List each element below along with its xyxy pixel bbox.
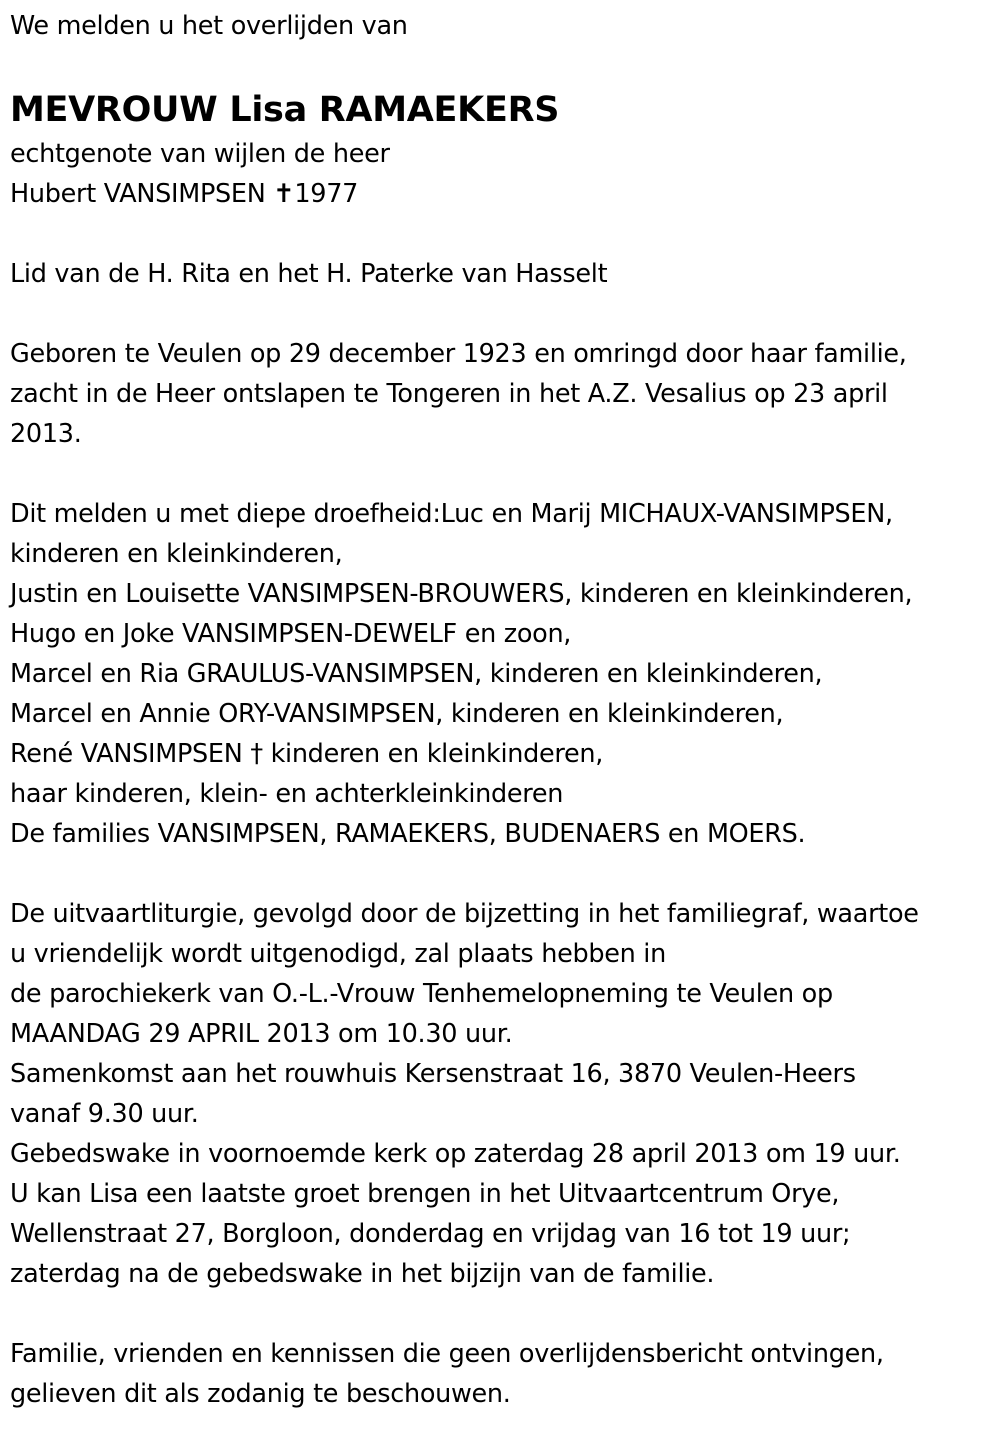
birth-death-line: 2013. <box>10 419 82 449</box>
closing-line: gelieven dit als zodanig te beschouwen. <box>10 1379 511 1409</box>
family-block <box>10 494 995 854</box>
birth-death-line: zacht in de Heer ontslapen te Tongeren in het A.Z. Vesalius op 23 april <box>10 379 888 409</box>
spouse-block <box>10 134 995 214</box>
funeral-line: vanaf 9.30 uur. <box>10 1099 199 1129</box>
funeral-line: Wellenstraat 27, Borgloon, donderdag en vrijdag van 16 tot 19 uur; <box>10 1219 851 1249</box>
funeral-line: U kan Lisa een laatste groet brengen in het Uitvaartcentrum Orye, <box>10 1179 840 1209</box>
family-line: Hugo en Joke VANSIMPSEN-DEWELF en zoon, <box>10 619 572 649</box>
funeral-line: zaterdag na de gebedswake in het bijzijn van de familie. <box>10 1259 715 1289</box>
spouse-line: echtgenote van wijlen de heer <box>10 139 390 169</box>
obituary-notice <box>10 0 995 1414</box>
intro-text: We melden u het overlijden van <box>10 11 408 41</box>
birth-death-block <box>10 334 995 454</box>
family-line: kinderen en kleinkinderen, <box>10 539 343 569</box>
membership-text: Lid van de H. Rita en het H. Paterke van Hasselt <box>10 259 608 289</box>
closing-line: Familie, vrienden en kennissen die geen overlijdensbericht ontvingen, <box>10 1339 884 1369</box>
funeral-line: De uitvaartliturgie, gevolgd door de bijzetting in het familiegraf, waartoe <box>10 899 919 929</box>
closing-block <box>10 1334 995 1414</box>
funeral-line: Samenkomst aan het rouwhuis Kersenstraat 16, 3870 Veulen-Heers <box>10 1059 856 1089</box>
funeral-block <box>10 894 995 1294</box>
family-line: Marcel en Annie ORY-VANSIMPSEN, kinderen en kleinkinderen, <box>10 699 784 729</box>
funeral-line: u vriendelijk wordt uitgenodigd, zal plaats hebben in <box>10 939 666 969</box>
family-line: De families VANSIMPSEN, RAMAEKERS, BUDENAERS en MOERS. <box>10 819 806 849</box>
funeral-line: MAANDAG 29 APRIL 2013 om 10.30 uur. <box>10 1019 513 1049</box>
deceased-name: MEVROUW Lisa RAMAEKERS <box>10 90 560 130</box>
funeral-line: Gebedswake in voornoemde kerk op zaterdag 28 april 2013 om 19 uur. <box>10 1139 901 1169</box>
birth-death-line: Geboren te Veulen op 29 december 1923 en omringd door haar familie, <box>10 339 907 369</box>
family-line: René VANSIMPSEN † kinderen en kleinkinderen, <box>10 739 604 769</box>
family-line: Justin en Louisette VANSIMPSEN-BROUWERS, kinderen en kleinkinderen, <box>10 579 913 609</box>
funeral-line: de parochiekerk van O.-L.-Vrouw Tenhemelopneming te Veulen op <box>10 979 833 1009</box>
family-line: Marcel en Ria GRAULUS-VANSIMPSEN, kinderen en kleinkinderen, <box>10 659 823 689</box>
spouse-line: Hubert VANSIMPSEN ✝1977 <box>10 179 359 209</box>
family-line: Dit melden u met diepe droefheid:Luc en Marij MICHAUX-VANSIMPSEN, <box>10 499 893 529</box>
family-line: haar kinderen, klein- en achterkleinkinderen <box>10 779 564 809</box>
